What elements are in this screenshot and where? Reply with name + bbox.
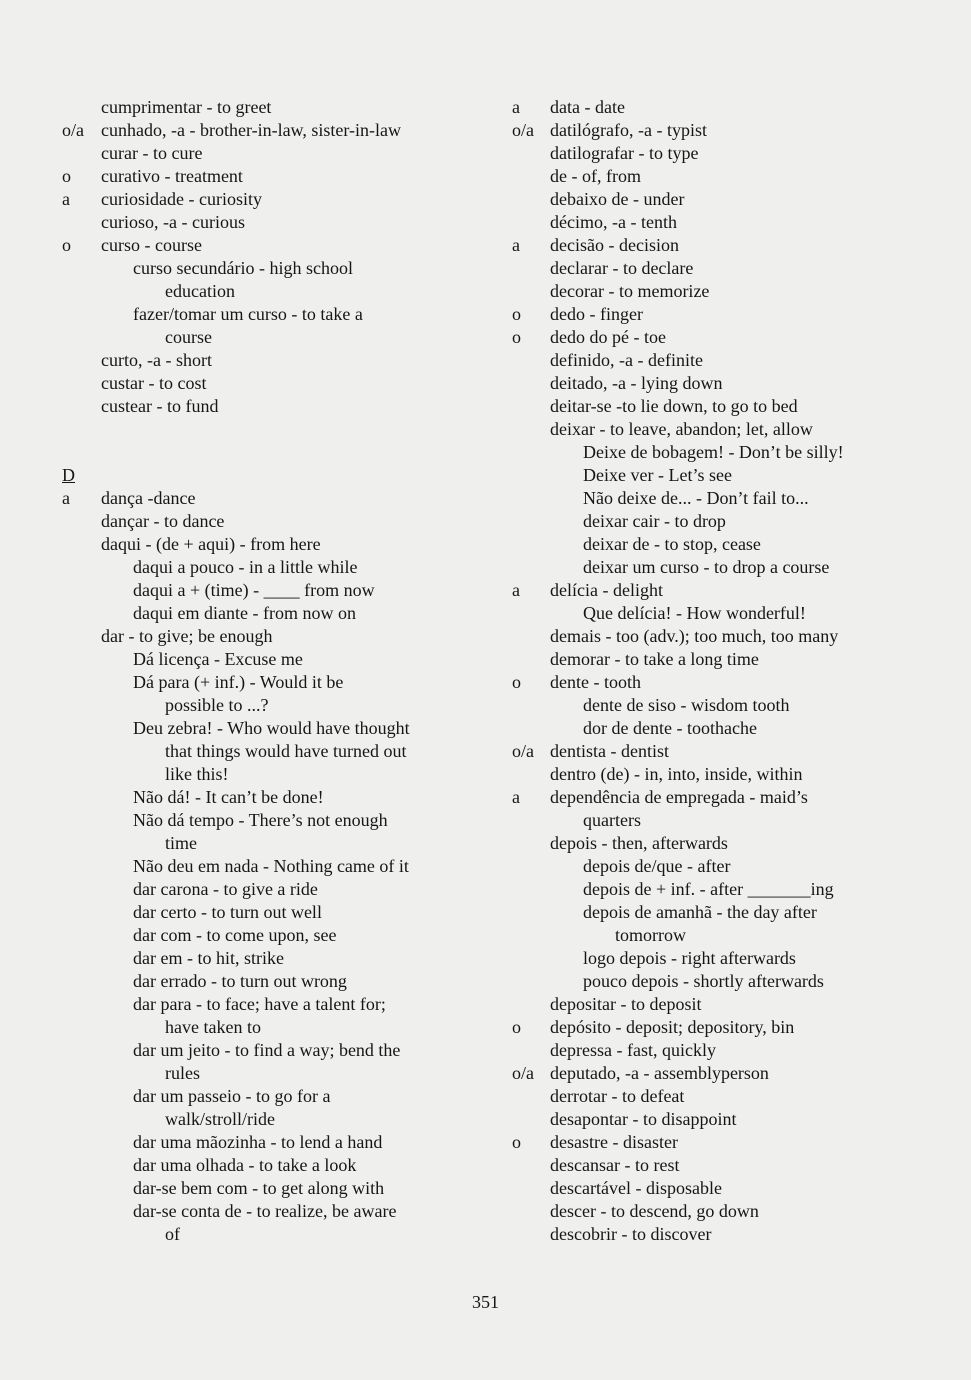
- dictionary-entry: [62, 165, 462, 188]
- dictionary-entry: [62, 280, 462, 303]
- dictionary-entry: [62, 832, 462, 855]
- dictionary-entry: [62, 1131, 462, 1154]
- entry-text: descansar - to rest: [550, 1155, 680, 1175]
- entry-text: quarters: [583, 810, 641, 830]
- dictionary-entry: [512, 717, 952, 740]
- entry-text: Deixe ver - Let’s see: [583, 465, 732, 485]
- entry-text: descartável - disposable: [550, 1178, 722, 1198]
- entry-text: datilógrafo, -a - typist: [550, 120, 707, 140]
- dictionary-entry: [512, 326, 952, 349]
- dictionary-entry: [62, 878, 462, 901]
- left-column: [62, 96, 462, 1246]
- entry-text: declarar - to declare: [550, 258, 694, 278]
- entry-text: custear - to fund: [101, 396, 219, 416]
- entry-article: a: [512, 97, 520, 117]
- dictionary-entry: [62, 119, 462, 142]
- entry-text: depois - then, afterwards: [550, 833, 728, 853]
- entry-text: have taken to: [165, 1017, 261, 1037]
- right-column: [512, 96, 952, 1246]
- dictionary-entry: [62, 1200, 462, 1223]
- entry-article: o: [512, 304, 521, 324]
- dictionary-entry: [512, 372, 952, 395]
- dictionary-entry: [62, 487, 462, 510]
- dictionary-entry: [512, 694, 952, 717]
- dictionary-entry: [512, 1085, 952, 1108]
- entry-text: decisão - decision: [550, 235, 679, 255]
- entry-text: deitado, -a - lying down: [550, 373, 723, 393]
- entry-text: curar - to cure: [101, 143, 203, 163]
- entry-text: Dá licença - Excuse me: [133, 649, 303, 669]
- dictionary-entry: [512, 487, 952, 510]
- entry-text: dedo - finger: [550, 304, 643, 324]
- dictionary-entry: [62, 1154, 462, 1177]
- dictionary-entry: [512, 855, 952, 878]
- entry-text: deixar cair - to drop: [583, 511, 726, 531]
- dictionary-entry: [512, 1039, 952, 1062]
- dictionary-entry: [512, 1108, 952, 1131]
- dictionary-entry: [512, 1177, 952, 1200]
- dictionary-entry: [512, 947, 952, 970]
- dictionary-entry: [62, 533, 462, 556]
- entry-text: cunhado, -a - brother-in-law, sister-in-law: [101, 120, 401, 140]
- dictionary-entry: [62, 349, 462, 372]
- entry-text: Não deixe de... - Don’t fail to...: [583, 488, 809, 508]
- dictionary-entry: [62, 648, 462, 671]
- entry-article: o: [512, 1132, 521, 1152]
- dictionary-entry: [512, 1200, 952, 1223]
- entry-text: dente - tooth: [550, 672, 641, 692]
- entry-text: debaixo de - under: [550, 189, 685, 209]
- dictionary-entry: [62, 326, 462, 349]
- entry-article: o: [62, 166, 71, 186]
- entry-text: demorar - to take a long time: [550, 649, 759, 669]
- entry-text: daqui - (de + aqui) - from here: [101, 534, 321, 554]
- entry-text: dependência de empregada - maid’s: [550, 787, 808, 807]
- dictionary-entry: [512, 579, 952, 602]
- entry-text: de - of, from: [550, 166, 641, 186]
- entry-text: deputado, -a - assemblyperson: [550, 1063, 769, 1083]
- entry-text: dar uma mãozinha - to lend a hand: [133, 1132, 383, 1152]
- dictionary-entry: [512, 1062, 952, 1085]
- entry-text: depositar - to deposit: [550, 994, 702, 1014]
- entry-text: dor de dente - toothache: [583, 718, 757, 738]
- entry-article: o/a: [62, 120, 84, 140]
- dictionary-entry: [512, 556, 952, 579]
- entry-text: daqui a pouco - in a little while: [133, 557, 358, 577]
- entry-article: a: [512, 580, 520, 600]
- entry-text: data - date: [550, 97, 625, 117]
- section-letter: D: [62, 465, 75, 485]
- dictionary-entry: [512, 671, 952, 694]
- dictionary-entry: [62, 188, 462, 211]
- entry-text: demais - too (adv.); too much, too many: [550, 626, 839, 646]
- entry-text: dar um jeito - to find a way; bend the: [133, 1040, 401, 1060]
- dictionary-entry: [62, 602, 462, 625]
- dictionary-entry: [62, 257, 462, 280]
- entry-text: datilografar - to type: [550, 143, 699, 163]
- entry-text: dança -dance: [101, 488, 196, 508]
- dictionary-entry: [62, 1177, 462, 1200]
- entry-text: derrotar - to defeat: [550, 1086, 685, 1106]
- dictionary-entry: [62, 786, 462, 809]
- entry-text: descer - to descend, go down: [550, 1201, 759, 1221]
- entry-text: possible to ...?: [165, 695, 269, 715]
- entry-text: dar carona - to give a ride: [133, 879, 318, 899]
- entry-text: desapontar - to disappoint: [550, 1109, 737, 1129]
- entry-text: curso - course: [101, 235, 202, 255]
- dictionary-entry: [62, 142, 462, 165]
- dictionary-entry: [62, 970, 462, 993]
- dictionary-entry: [512, 625, 952, 648]
- entry-text: education: [165, 281, 235, 301]
- dictionary-entry: [62, 303, 462, 326]
- entry-text: depois de/que - after: [583, 856, 731, 876]
- dictionary-entry: [62, 372, 462, 395]
- dictionary-entry: [512, 464, 952, 487]
- entry-text: course: [165, 327, 212, 347]
- dictionary-entry: [512, 809, 952, 832]
- entry-text: dente de siso - wisdom tooth: [583, 695, 790, 715]
- dictionary-entry: [512, 763, 952, 786]
- entry-text: Não deu em nada - Nothing came of it: [133, 856, 409, 876]
- dictionary-entry: [62, 510, 462, 533]
- dictionary-entry: [512, 418, 952, 441]
- dictionary-entry: [512, 142, 952, 165]
- dictionary-entry: [512, 188, 952, 211]
- dictionary-entry: [512, 257, 952, 280]
- dictionary-entry: [62, 901, 462, 924]
- entry-text: deixar de - to stop, cease: [583, 534, 761, 554]
- dictionary-entry: [62, 579, 462, 602]
- dictionary-entry: [62, 1108, 462, 1131]
- dictionary-entry: [512, 395, 952, 418]
- entry-text: décimo, -a - tenth: [550, 212, 677, 232]
- dictionary-entry: [512, 234, 952, 257]
- dictionary-entry: [62, 740, 462, 763]
- dictionary-entry: [62, 924, 462, 947]
- dictionary-entry: [512, 1223, 952, 1246]
- entry-article: a: [62, 189, 70, 209]
- entry-text: that things would have turned out: [165, 741, 407, 761]
- dictionary-entry: [512, 96, 952, 119]
- entry-text: dentro (de) - in, into, inside, within: [550, 764, 803, 784]
- dictionary-entry: [62, 464, 462, 487]
- dictionary-entry: [512, 993, 952, 1016]
- entry-text: dar certo - to turn out well: [133, 902, 322, 922]
- dictionary-entry: [512, 280, 952, 303]
- dictionary-entry: [512, 1154, 952, 1177]
- entry-text: dar uma olhada - to take a look: [133, 1155, 357, 1175]
- dictionary-entry: [62, 947, 462, 970]
- entry-text: depois de amanhã - the day after: [583, 902, 817, 922]
- entry-article: a: [62, 488, 70, 508]
- entry-article: a: [512, 235, 520, 255]
- dictionary-entry: [512, 786, 952, 809]
- dictionary-entry: [512, 970, 952, 993]
- dictionary-entry: [62, 96, 462, 119]
- entry-text: logo depois - right afterwards: [583, 948, 796, 968]
- entry-text: dar-se bem com - to get along with: [133, 1178, 385, 1198]
- entry-text: depois de + inf. - after _______ing: [583, 879, 834, 899]
- entry-text: dar um passeio - to go for a: [133, 1086, 331, 1106]
- entry-text: Que delícia! - How wonderful!: [583, 603, 806, 623]
- dictionary-entry: [512, 878, 952, 901]
- entry-text: custar - to cost: [101, 373, 207, 393]
- dictionary-entry: [62, 1085, 462, 1108]
- dictionary-entry: [62, 855, 462, 878]
- dictionary-entry: [62, 625, 462, 648]
- entry-text: curioso, -a - curious: [101, 212, 245, 232]
- dictionary-entry: [512, 303, 952, 326]
- entry-text: deixar - to leave, abandon; let, allow: [550, 419, 813, 439]
- entry-text: walk/stroll/ride: [165, 1109, 275, 1129]
- entry-article: o: [512, 327, 521, 347]
- page-number: 351: [472, 1292, 499, 1312]
- dictionary-entry: [62, 1016, 462, 1039]
- entry-text: dar - to give; be enough: [101, 626, 273, 646]
- dictionary-entry: [62, 418, 462, 441]
- entry-text: curso secundário - high school: [133, 258, 353, 278]
- entry-text: descobrir - to discover: [550, 1224, 712, 1244]
- dictionary-entry: [512, 832, 952, 855]
- entry-text: dar errado - to turn out wrong: [133, 971, 347, 991]
- dictionary-entry: [62, 441, 462, 464]
- entry-text: dentista - dentist: [550, 741, 669, 761]
- entry-text: dedo do pé - toe: [550, 327, 666, 347]
- dictionary-entry: [512, 211, 952, 234]
- entry-text: depressa - fast, quickly: [550, 1040, 716, 1060]
- dictionary-entry: [62, 1223, 462, 1246]
- entry-text: Deu zebra! - Who would have thought: [133, 718, 410, 738]
- entry-text: deixar um curso - to drop a course: [583, 557, 830, 577]
- dictionary-entry: [62, 211, 462, 234]
- entry-text: dar-se conta de - to realize, be aware: [133, 1201, 397, 1221]
- entry-text: daqui a + (time) - ____ from now: [133, 580, 375, 600]
- dictionary-entry: [512, 602, 952, 625]
- entry-text: Não dá! - It can’t be done!: [133, 787, 324, 807]
- entry-text: curativo - treatment: [101, 166, 243, 186]
- entry-text: time: [165, 833, 197, 853]
- dictionary-entry: [512, 924, 952, 947]
- dictionary-entry: [512, 648, 952, 671]
- dictionary-entry: [62, 694, 462, 717]
- entry-text: fazer/tomar um curso - to take a: [133, 304, 363, 324]
- entry-article: o: [512, 672, 521, 692]
- entry-text: pouco depois - shortly afterwards: [583, 971, 824, 991]
- dictionary-entry: [512, 441, 952, 464]
- entry-text: dar com - to come upon, see: [133, 925, 337, 945]
- entry-text: dar em - to hit, strike: [133, 948, 284, 968]
- dictionary-entry: [512, 1016, 952, 1039]
- dictionary-entry: [62, 993, 462, 1016]
- entry-article: o/a: [512, 120, 534, 140]
- entry-text: desastre - disaster: [550, 1132, 678, 1152]
- dictionary-entry: [512, 349, 952, 372]
- entry-text: Dá para (+ inf.) - Would it be: [133, 672, 344, 692]
- entry-article: o: [512, 1017, 521, 1037]
- dictionary-entry: [62, 717, 462, 740]
- dictionary-entry: [512, 901, 952, 924]
- entry-text: rules: [165, 1063, 200, 1083]
- dictionary-entry: [62, 556, 462, 579]
- dictionary-entry: [512, 740, 952, 763]
- entry-text: dar para - to face; have a talent for;: [133, 994, 386, 1014]
- dictionary-entry: [512, 119, 952, 142]
- dictionary-entry: [512, 533, 952, 556]
- entry-text: deitar-se -to lie down, to go to bed: [550, 396, 798, 416]
- entry-text: Não dá tempo - There’s not enough: [133, 810, 388, 830]
- entry-text: curiosidade - curiosity: [101, 189, 262, 209]
- entry-text: depósito - deposit; depository, bin: [550, 1017, 795, 1037]
- entry-article: o/a: [512, 741, 534, 761]
- entry-text: cumprimentar - to greet: [101, 97, 272, 117]
- entry-text: of: [165, 1224, 180, 1244]
- entry-text: like this!: [165, 764, 229, 784]
- entry-text: delícia - delight: [550, 580, 663, 600]
- entry-article: a: [512, 787, 520, 807]
- entry-text: definido, -a - definite: [550, 350, 703, 370]
- dictionary-entry: [512, 510, 952, 533]
- entry-text: decorar - to memorize: [550, 281, 710, 301]
- entry-text: tomorrow: [615, 925, 686, 945]
- dictionary-entry: [512, 1131, 952, 1154]
- entry-text: daqui em diante - from now on: [133, 603, 356, 623]
- dictionary-entry: [62, 671, 462, 694]
- entry-text: Deixe de bobagem! - Don’t be silly!: [583, 442, 844, 462]
- entry-text: dançar - to dance: [101, 511, 225, 531]
- dictionary-entry: [62, 1062, 462, 1085]
- entry-article: o: [62, 235, 71, 255]
- entry-text: curto, -a - short: [101, 350, 212, 370]
- dictionary-entry: [62, 1039, 462, 1062]
- dictionary-entry: [62, 234, 462, 257]
- entry-article: o/a: [512, 1063, 534, 1083]
- dictionary-entry: [62, 395, 462, 418]
- dictionary-entry: [512, 165, 952, 188]
- dictionary-entry: [62, 809, 462, 832]
- dictionary-entry: [62, 763, 462, 786]
